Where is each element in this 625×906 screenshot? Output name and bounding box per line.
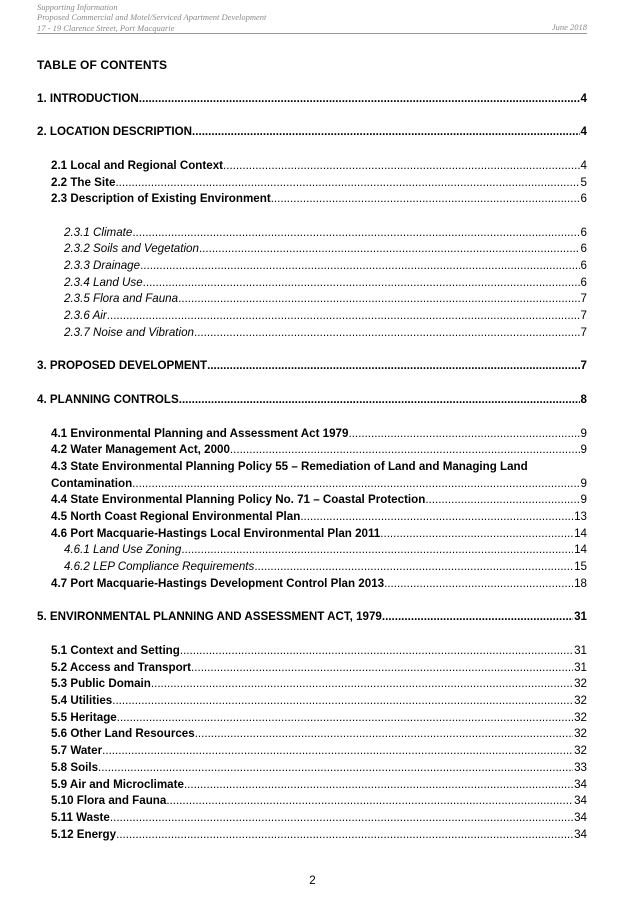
toc-entry-label: 4.6.1 Land Use Zoning [64,543,182,556]
toc-entry-label: 5.10 Flora and Fauna [51,794,167,807]
toc-entry-label: 2.3.7 Noise and Vibration [64,326,194,339]
toc-leader-dots [178,291,579,307]
toc-entry-label: 2.3.4 Land Use [64,276,143,289]
toc-entry-label: 2.2 The Site [51,176,116,189]
toc-entry-label: 2.3.5 Flora and Fauna [64,292,179,305]
toc-entry-label: 5.6 Other Land Resources [51,727,195,740]
toc-entry-label: 1. INTRODUCTION [37,92,139,105]
toc-entry-5-5[interactable] [51,710,587,726]
toc-entry-5-8[interactable] [51,760,587,776]
toc-leader-dots [143,275,580,291]
toc-entry-page: 34 [574,778,587,791]
toc-entry-label: 4.6 Port Macquarie-Hastings Local Environmental Plan 2011 [51,527,381,540]
toc-entry-page: 33 [574,761,587,774]
toc-entry-page: 9 [580,427,587,440]
toc-entry-2-3-7[interactable] [64,325,587,341]
toc-entry-page: 6 [580,242,587,255]
toc-entry-page: 31 [574,661,587,674]
toc-entry-page: 6 [580,226,587,239]
toc-entry-5-7[interactable] [51,743,587,759]
toc-entry-ep-and-a-act[interactable] [37,609,587,625]
toc-entry-label: 5.8 Soils [51,761,99,774]
toc-entry-4-4[interactable] [51,492,587,508]
header-line-1: Supporting Information [37,2,118,12]
toc-entry-4-7[interactable] [51,576,587,592]
toc-entry-page: 34 [574,811,587,824]
toc-entry-label: 4.6.2 LEP Compliance Requirements [64,560,255,573]
toc-entry-page: 6 [580,192,587,205]
toc-entry-page: 7 [580,326,587,339]
toc-entry-page: 34 [574,828,587,841]
toc-entry-page: 32 [574,727,587,740]
toc-entry-2-3-6[interactable] [64,308,587,324]
toc-entry-4-6-2[interactable] [64,559,587,575]
toc-entry-page: 32 [574,694,587,707]
toc-leader-dots [112,693,573,709]
toc-leader-dots [230,442,580,458]
toc-entry-5-2[interactable] [51,660,587,676]
toc-entry-5-10[interactable] [51,793,587,809]
toc-entry-page: 7 [580,309,587,322]
toc-entry-2-1[interactable] [51,158,587,174]
toc-entry-label: 5.7 Water [51,744,103,757]
toc-entry-label: 2.3 Description of Existing Environment [51,192,271,205]
toc-entry-page: 7 [580,292,587,305]
toc-entry-5-1[interactable] [51,643,587,659]
toc-entry-page: 15 [574,560,587,573]
toc-leader-dots [223,158,580,174]
toc-leader-dots [181,542,573,558]
toc-leader-dots [132,476,579,492]
toc-entry-page: 8 [580,393,587,406]
toc-entry-2-3-1[interactable] [64,225,587,241]
toc-entry-label: 2.3.2 Soils and Vegetation [64,242,199,255]
toc-entry-label: 5.1 Context and Setting [51,644,180,657]
toc-entry-2-3-5[interactable] [64,291,587,307]
toc-entry-label: 5.11 Waste [51,811,110,824]
toc-entry-planning-controls[interactable] [37,392,587,408]
toc-leader-dots [300,509,573,525]
toc-entry-5-6[interactable] [51,726,587,742]
toc-leader-dots [348,426,579,442]
toc-leader-dots [115,175,579,191]
toc-leader-dots [116,827,573,843]
toc-entry-4-2[interactable] [51,442,587,458]
toc-entry-page: 5 [580,176,587,189]
toc-entry-5-3[interactable] [51,676,587,692]
toc-leader-dots [179,392,580,408]
toc-leader-dots [132,225,579,241]
toc-entry-label: 4.7 Port Macquarie-Hastings Development Control Plan 2013 [51,577,385,590]
toc-entry-label: 3. PROPOSED DEVELOPMENT [37,359,208,372]
toc-entry-label: 5. ENVIRONMENTAL PLANNING AND ASSESSMENT ACT, 1979 [37,610,382,623]
running-header [37,2,587,34]
toc-entry-5-4[interactable] [51,693,587,709]
toc-entry-proposed-development[interactable] [37,358,587,374]
toc-entry-page: 31 [574,610,587,623]
toc-entry-4-1[interactable] [51,426,587,442]
toc-entry-label: 2.3.3 Drainage [64,259,141,272]
toc-entry-5-12[interactable] [51,827,587,843]
toc-entry-page: 4 [580,92,587,105]
toc-leader-dots [384,576,573,592]
toc-entry-label: 4.2 Water Management Act, 2000 [51,443,230,456]
toc-entry-2-3-2[interactable] [64,241,587,257]
toc-entry-label: 4.1 Environmental Planning and Assessment Act 1979 [51,427,349,440]
toc-leader-dots [192,124,580,140]
toc-entry-label: 5.9 Air and Microclimate [51,778,184,791]
toc-entry-5-11[interactable] [51,810,587,826]
toc-entry-page: 6 [580,259,587,272]
toc-entry-introduction[interactable] [37,91,587,107]
toc-entry-label: 5.12 Energy [51,828,117,841]
toc-entry-page: 31 [574,644,587,657]
toc-entry-page: 9 [580,493,587,506]
toc-entry-page: 18 [574,577,587,590]
toc-entry-page: 4 [580,125,587,138]
toc-leader-dots [102,743,573,759]
toc-entry-page: 14 [574,527,587,540]
toc-entry-page: 9 [580,443,587,456]
toc-leader-dots [254,559,573,575]
toc-entry-5-9[interactable] [51,777,587,793]
toc-leader-dots [194,325,580,341]
header-line-3: 17 - 19 Clarence Street, Port Macquarie [37,22,175,33]
toc-leader-dots [140,258,579,274]
toc-leader-dots [271,191,580,207]
toc-entry-page: 6 [580,276,587,289]
toc-leader-dots [98,760,573,776]
toc-leader-dots [110,810,573,826]
toc-entry-label: Contamination [51,477,133,490]
toc-entry-label: 2.3.6 Air [64,309,107,322]
toc-entry-label: 2.1 Local and Regional Context [51,159,224,172]
toc-leader-dots [199,241,580,257]
toc-entry-label: 4.4 State Environmental Planning Policy No. 71 – Coastal Protection [51,493,426,506]
toc-entry-page: 32 [574,711,587,724]
toc-leader-dots [117,710,573,726]
toc-entry-2-3[interactable] [51,191,587,207]
toc-entry-4-5[interactable] [51,509,587,525]
toc-entry-label: 4.5 North Coast Regional Environmental Plan [51,510,301,523]
toc-leader-dots [107,308,580,324]
toc-leader-dots [382,609,573,625]
toc-entry-label: 5.4 Utilities [51,694,113,707]
toc-leader-dots [180,643,573,659]
toc-entry-page: 14 [574,543,587,556]
toc-leader-dots [380,526,573,542]
toc-title: TABLE OF CONTENTS [37,58,168,72]
toc-entry-page: 4 [580,159,587,172]
toc-entry-page: 13 [574,510,587,523]
toc-entry-2-3-3[interactable] [64,258,587,274]
toc-leader-dots [151,676,573,692]
toc-entry-label: 4. PLANNING CONTROLS [37,393,179,406]
toc-entry-location-description[interactable] [37,124,587,140]
toc-leader-dots [184,777,573,793]
toc-entry-page: 34 [574,794,587,807]
toc-leader-dots [139,91,580,107]
header-date: June 2018 [551,21,587,32]
toc-leader-dots [191,660,573,676]
toc-entry-label: 2.3.1 Climate [64,226,133,239]
toc-leader-dots [166,793,573,809]
toc-entry-4-3-line-1[interactable]: 4.3 State Environmental Planning Policy 55 – Remediation of Land and Managing Land [51,460,528,473]
toc-leader-dots [425,492,579,508]
toc-entry-2-2[interactable] [51,175,587,191]
toc-entry-4-6[interactable] [51,526,587,542]
toc-entry-page: 9 [580,477,587,490]
toc-entry-4-3[interactable] [51,476,587,492]
toc-leader-dots [195,726,573,742]
toc-entry-page: 7 [580,359,587,372]
toc-entry-2-3-4[interactable] [64,275,587,291]
toc-entry-page: 32 [574,744,587,757]
header-line-2: Proposed Commercial and Motel/Serviced Apartment Development [37,12,267,23]
toc-entry-label: 2. LOCATION DESCRIPTION [37,125,193,138]
toc-entry-label: 5.5 Heritage [51,711,117,724]
toc-leader-dots [207,358,579,374]
toc-entry-4-6-1[interactable] [64,542,587,558]
page-number: 2 [309,874,316,887]
toc-entry-page: 32 [574,677,587,690]
toc-entry-label: 5.2 Access and Transport [51,661,192,674]
toc-entry-label: 5.3 Public Domain [51,677,151,690]
